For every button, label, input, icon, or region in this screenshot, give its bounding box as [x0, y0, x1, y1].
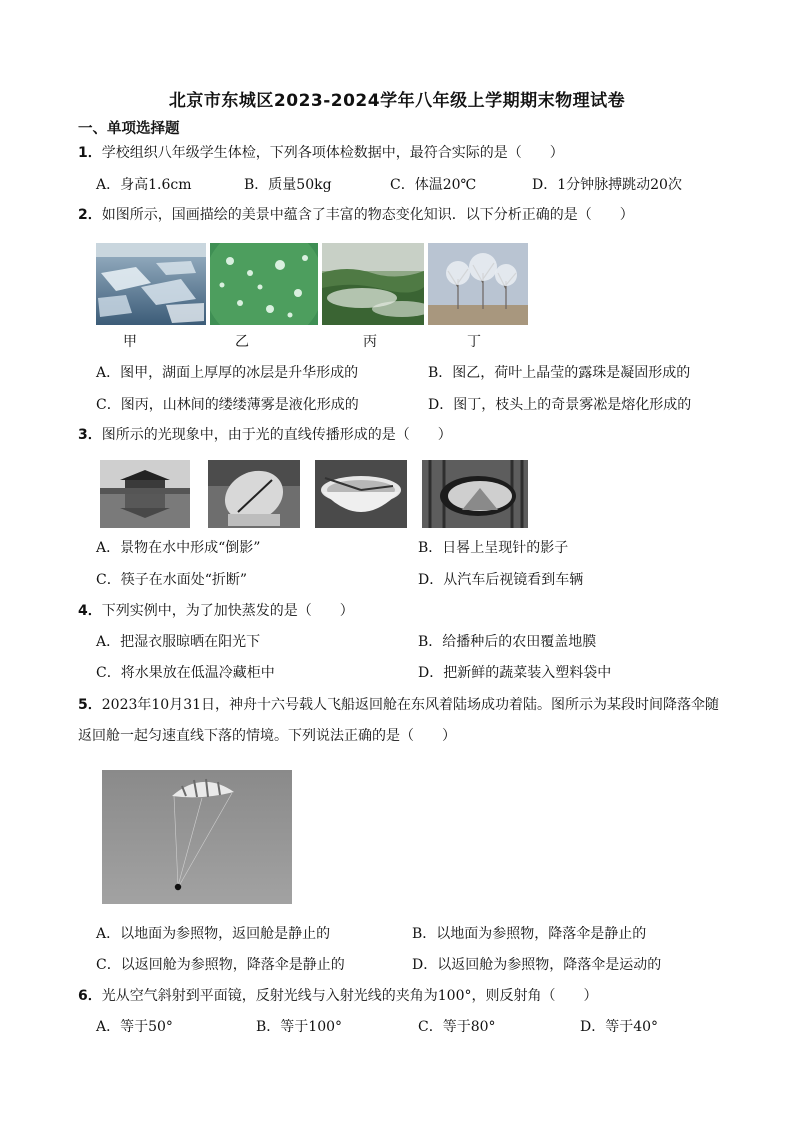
question-text: 学校组织八年级学生体检，下列各项体检数据中，最符合实际的是（ ）: [101, 145, 564, 161]
image-ding-rime-trees: [428, 243, 528, 325]
question-number: 6．: [78, 988, 102, 1004]
q4-option-c[interactable]: C．将水果放在低温冷藏柜中: [96, 665, 275, 681]
image-bing-misty-forest: [322, 243, 424, 325]
question-text-line-1: 2023年10月31日，神舟十六号载人飞船返回舱在东风着陆场成功着陆。图所示为某段时间降落伞随: [101, 697, 720, 713]
caption-bing: 丙: [363, 334, 377, 350]
q2-option-d[interactable]: D．图丁，枝头上的奇景雾凇是熔化形成的: [428, 397, 692, 413]
q2-option-c[interactable]: C．图丙，山林间的缕缕薄雾是液化形成的: [96, 397, 359, 413]
question-number: 3．: [78, 427, 102, 443]
question-text: 光从空气斜射到平面镜，反射光线与入射光线的夹角为100°，则反射角（ ）: [101, 988, 598, 1004]
q4-option-b[interactable]: B．给播种后的农田覆盖地膜: [418, 634, 597, 650]
q3-option-a[interactable]: A．景物在水中形成“倒影”: [96, 540, 261, 556]
image-car-mirror: [422, 460, 528, 528]
question-1: [78, 143, 564, 163]
q6-option-a[interactable]: A．等于50°: [96, 1019, 173, 1035]
q1-option-b[interactable]: B．质量50kg: [244, 177, 332, 193]
q1-option-a[interactable]: A．身高1.6cm: [96, 177, 192, 193]
image-chopsticks-bowl: [315, 460, 407, 528]
question-3: [78, 425, 452, 445]
caption-jia: 甲: [123, 334, 137, 350]
q3-option-c[interactable]: C．筷子在水面处“折断”: [96, 572, 248, 588]
image-jia-ice-lake: [96, 243, 206, 325]
caption-ding: 丁: [467, 334, 481, 350]
question-4: [78, 601, 354, 621]
question-text: 图所示的光现象中，由于光的直线传播形成的是（ ）: [101, 427, 452, 443]
q3-option-b[interactable]: B．日晷上呈现针的影子: [418, 540, 569, 556]
q6-option-b[interactable]: B．等于100°: [256, 1019, 343, 1035]
question-6: [78, 986, 597, 1006]
q2-option-b[interactable]: B．图乙，荷叶上晶莹的露珠是凝固形成的: [428, 365, 691, 381]
image-parachute-capsule: [102, 770, 292, 904]
question-number: 4．: [78, 603, 102, 619]
caption-yi: 乙: [235, 334, 249, 350]
question-2: [78, 205, 634, 225]
q5-option-b[interactable]: B．以地面为参照物，降落伞是静止的: [412, 926, 647, 942]
q3-option-d[interactable]: D．从汽车后视镜看到车辆: [418, 572, 584, 588]
q5-option-c[interactable]: C．以返回舱为参照物，降落伞是静止的: [96, 957, 345, 973]
q4-option-a[interactable]: A．把湿衣服晾晒在阳光下: [96, 634, 261, 650]
page-title: 北京市东城区2023-2024学年八年级上学期期末物理试卷: [168, 91, 626, 111]
image-yi-lotus-dew: [210, 243, 318, 325]
question-number: 1．: [78, 145, 102, 161]
question-text: 下列实例中，为了加快蒸发的是（ ）: [101, 603, 354, 619]
image-sundial: [208, 460, 300, 528]
question-number: 5．: [78, 697, 102, 713]
q1-option-d[interactable]: D．1分钟脉搏跳动20次: [532, 177, 682, 193]
section-heading: 一、单项选择题: [78, 121, 180, 137]
question-5-line-2: 返回舱一起匀速直线下落的情境。下列说法正确的是（ ）: [78, 728, 456, 744]
q6-option-d[interactable]: D．等于40°: [580, 1019, 659, 1035]
question-text: 如图所示，国画描绘的美景中蕴含了丰富的物态变化知识．以下分析正确的是（ ）: [101, 207, 634, 223]
q4-option-d[interactable]: D．把新鲜的蔬菜装入塑料袋中: [418, 665, 612, 681]
q5-option-a[interactable]: A．以地面为参照物，返回舱是静止的: [96, 926, 331, 942]
q5-option-d[interactable]: D．以返回舱为参照物，降落伞是运动的: [412, 957, 662, 973]
question-number: 2．: [78, 207, 102, 223]
q6-option-c[interactable]: C．等于80°: [418, 1019, 496, 1035]
q2-option-a[interactable]: A．图甲，湖面上厚厚的冰层是升华形成的: [96, 365, 359, 381]
image-reflection-palace: [100, 460, 190, 528]
q1-option-c[interactable]: C．体温20℃: [390, 177, 477, 193]
question-5: [78, 695, 719, 715]
